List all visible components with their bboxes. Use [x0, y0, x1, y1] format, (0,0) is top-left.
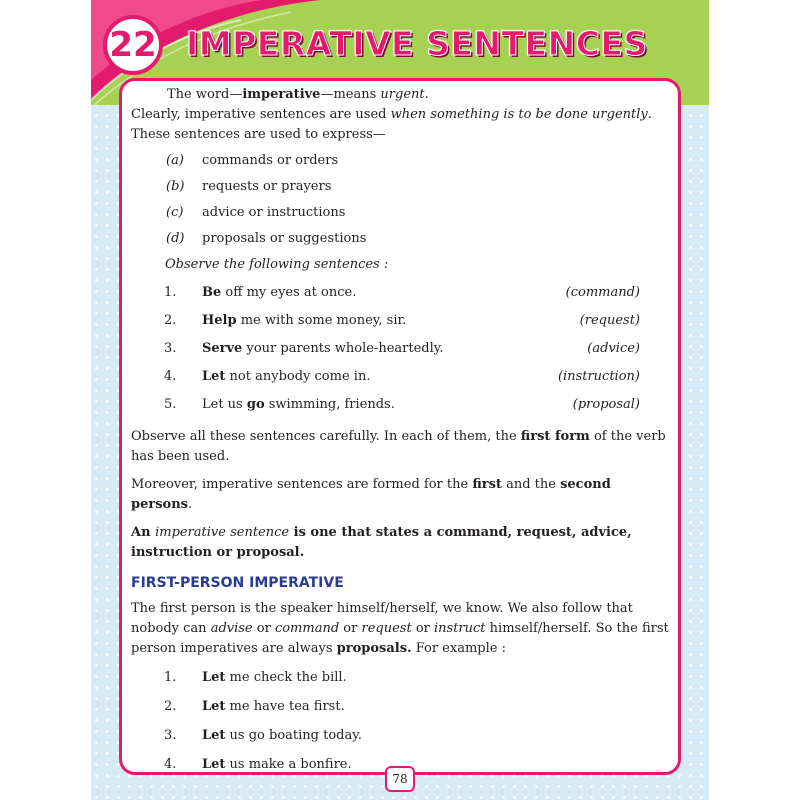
page-number: 78 — [385, 766, 415, 792]
page-title: IMPERATIVE SENTENCES — [186, 24, 648, 63]
paragraph-persons: Moreover, imperative sentences are formed for the first and the second persons. — [131, 477, 611, 512]
content-box — [119, 78, 681, 775]
list-item: (c) advice or instructions — [166, 205, 346, 220]
example-row: 5. Let us go swimming, friends. (proposal) — [164, 397, 640, 412]
example-row: 1. Let me check the bill. — [164, 669, 347, 685]
paragraph-first-form: Observe all these sentences carefully. In each of them, the first form of the verb has been used. — [131, 429, 666, 464]
uses-list — [131, 148, 670, 252]
example-row: 2. Let me have tea first. — [164, 698, 345, 714]
section-heading: FIRST-PERSON IMPERATIVE — [131, 575, 344, 591]
intro-line-2: Clearly, imperative sentences are used when something is to be done urgently. These sentences are used to express— — [131, 107, 652, 142]
list-item: (d) proposals or suggestions — [166, 231, 367, 246]
example-row: 1. Be off my eyes at once. (command) — [164, 285, 640, 300]
example-row: 3. Let us go boating today. — [164, 727, 362, 743]
list-item: (b) requests or prayers — [166, 179, 332, 194]
observe-label: Observe the following sentences : — [165, 257, 389, 272]
intro-line-1: The word—imperative—means urgent. — [167, 87, 429, 102]
example-row: 4. Let not anybody come in. (instruction) — [164, 369, 640, 384]
example-row: 2. Help me with some money, sir. (request) — [164, 313, 640, 328]
chapter-number-badge: 22 — [103, 15, 163, 75]
list-item: (a) commands or orders — [166, 153, 339, 168]
paragraph-first-person: The first person is the speaker himself/herself, we know. We also follow that nobody can advise or command or request or instruct himself/herself. So the first person imperatives are always proposals. For example : — [131, 601, 669, 656]
book-page — [91, 0, 709, 800]
definition: An imperative sentence is one that states a command, request, advice, instruction or proposal. — [131, 525, 632, 560]
examples-list — [131, 279, 670, 419]
example-row: 4. Let us make a bonfire. — [164, 756, 352, 772]
first-person-examples-list — [131, 663, 670, 779]
example-row: 3. Serve your parents whole-heartedly. (advice) — [164, 341, 640, 356]
